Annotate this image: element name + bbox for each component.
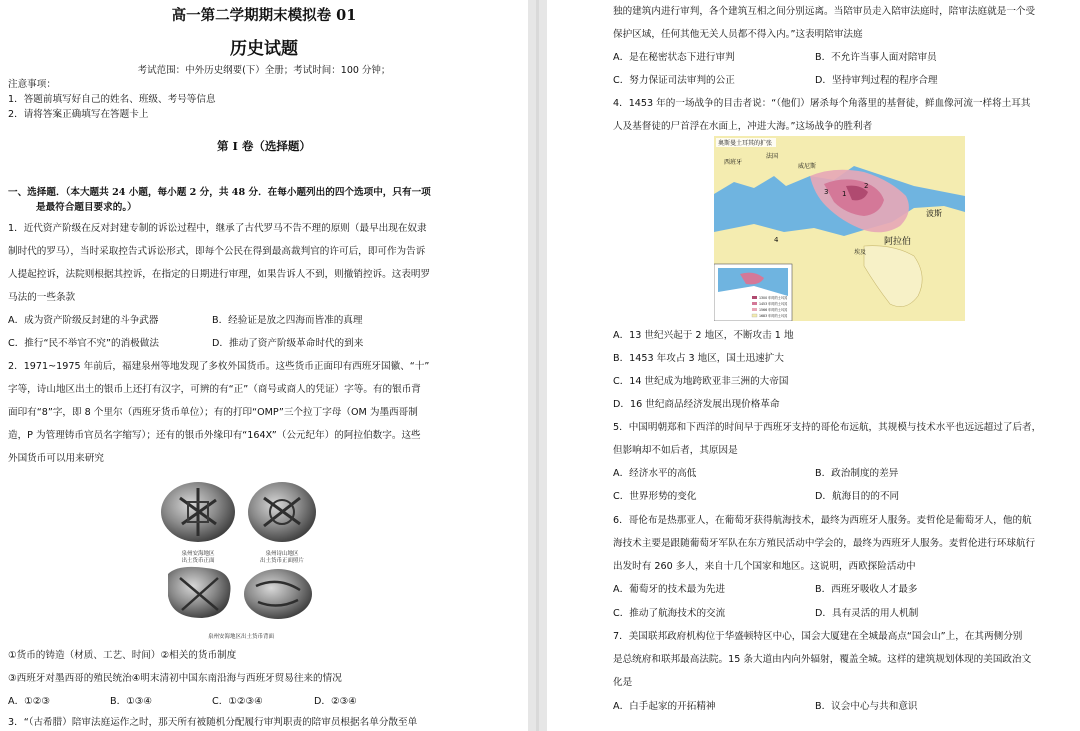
document-page-left (0, 0, 528, 731)
q3-option-b: B．不允许当事人面对陪审员 (815, 52, 937, 63)
q4-option-b: B．1453 年攻占 3 地区，国土迅速扩大 (613, 353, 784, 364)
legend-swatch-1683 (752, 314, 757, 317)
exam-subject: 历史试题 (230, 39, 298, 59)
q5-option-d: D．航海目的的不同 (815, 491, 900, 502)
q1-option-d: D．推动了资产阶级革命时代的到来 (212, 338, 364, 349)
q1-stem-line: 马法的一些条款 (8, 292, 76, 303)
q5-option-b: B．政治制度的差异 (815, 468, 899, 479)
coin-caption: 泉州安海地区 (181, 551, 215, 557)
q2-stem-line: 2．1971~1975 年前后，福建泉州等地发现了多枚外国货币。这些货币正面印有西班牙国徽、“十” (8, 361, 430, 372)
q6-stem-line: 6．哥伦布是热那亚人，在葡萄牙获得航海技术，最终为西班牙人服务。麦哲伦是葡萄牙人，他的航 (613, 515, 1032, 526)
q4-option-c: C．14 世纪成为地跨欧亚非三洲的大帝国 (613, 376, 789, 387)
exam-title: 高一第二学期期末模拟卷 01 (171, 7, 357, 24)
q7-stem-line: 化是 (613, 677, 633, 688)
q6-option-d: D．具有灵活的用人机制 (815, 608, 919, 619)
q4-option-a: A．13 世纪兴起于 2 地区，不断攻击 1 地 (613, 330, 794, 341)
document-page-right (547, 0, 1080, 731)
q2-statement-line: ③西班牙对墨西哥的殖民统治④明末清初中国东南沿海与西班牙贸易往来的情况 (8, 673, 342, 684)
ottoman-expansion-map (714, 136, 965, 321)
q2-option-c: C．①②③④ (212, 696, 263, 707)
q3-option-d: D．坚持审判过程的程序合理 (815, 75, 938, 86)
exam-scope: 考试范围：中外历史纲要(下）全册；考试时间：100 分钟； (137, 65, 391, 76)
q3-stem-line: 保护区域，任何其他无关人员都不得入内。”这表明陪审法庭 (613, 29, 863, 40)
q6-option-b: B．西班牙吸收人才最多 (815, 584, 918, 595)
q2-option-a: A．①②③ (8, 696, 50, 707)
q7-option-a: A．白手起家的开拓精神 (613, 701, 716, 712)
part-heading-cont: 是最符合题目要求的。） (36, 202, 137, 213)
q1-stem-line: 制时代的罗马），当时采取控告式诉讼形式，即每个公民在得到最高裁判官的许可后，即可作为告诉 (8, 246, 426, 257)
note-line: 2．请将答案正确填写在答题卡上 (8, 109, 149, 120)
map-number-2: 2 (864, 182, 869, 190)
legend-swatch-1566 (752, 308, 757, 311)
q5-stem-line: 5．中国明朝郑和下西洋的时间早于西班牙支持的哥伦布远航，其规模与技术水平也远远超过了后者， (613, 422, 1042, 433)
coin-caption: 出土货币正面 (181, 558, 215, 564)
coin-front-shishan (248, 482, 316, 542)
coin-back-anhai (168, 567, 231, 618)
q6-option-c: C．推动了航海技术的交流 (613, 608, 726, 619)
q3-option-c: C．努力保证司法审判的公正 (613, 75, 735, 86)
q7-stem-line: 是总统府和联邦最高法院。15 条大道由内向外辐射，覆盖全城。这样的建筑规划体现的美国政治文 (613, 654, 1032, 665)
legend-swatch-1453 (752, 302, 757, 305)
q4-option-d: D．16 世纪商品经济发展出现价格革命 (613, 399, 780, 410)
q2-option-d: D．②③④ (314, 696, 357, 707)
q5-option-c: C．世界形势的变化 (613, 491, 697, 502)
legend-1683: 1683 年时的土耳其 (759, 314, 788, 318)
coin-back-anhai-2 (244, 569, 312, 619)
legend-1453: 1453 年时的土耳其 (759, 302, 788, 306)
map-title: 奥斯曼土耳其的扩张 (718, 140, 773, 147)
map-number-3: 3 (824, 188, 829, 196)
coins-photo (158, 478, 324, 644)
coin-caption: 泉州诗山地区 (265, 551, 299, 557)
map-label-egypt: 埃及 (854, 249, 867, 256)
section-title: 第 I 卷（选择题） (217, 139, 311, 153)
q2-option-b: B．①③④ (110, 696, 152, 707)
q5-option-a: A．经济水平的高低 (613, 468, 697, 479)
notes-title: 注意事项： (8, 79, 56, 90)
map-label-spain: 西班牙 (724, 159, 743, 166)
coin-caption: 出土货币正面照片 (259, 558, 305, 564)
map-number-4: 4 (774, 236, 779, 244)
legend-swatch-1300 (752, 296, 757, 299)
q6-stem-line: 出发时有 260 多人，来自十几个国家和地区。这说明，西欧探险活动中 (613, 561, 916, 572)
q7-stem-line: 7．美国联邦政府机构位于华盛顿特区中心，国会大厦建在全城最高点“国会山”上，在其两侧分别 (613, 631, 1023, 642)
coin-caption: 泉州安海地区出土货币背面 (207, 634, 275, 640)
q4-stem-line: 人及基督徒的尸首浮在水面上，冲进大海。”这场战争的胜利者 (613, 121, 873, 132)
q1-option-a: A．成为资产阶级反封建的斗争武器 (8, 315, 159, 326)
q3-stem-line: 独的建筑内进行审判，各个建筑互相之间分别远离。当陪审员走入陪审法庭时，陪审法庭就是一个受 (613, 6, 1036, 17)
q2-statement-line: ①货币的铸造（材质、工艺、时间）②相关的货币制度 (8, 650, 237, 661)
map-label-persia: 波斯 (926, 209, 942, 218)
q2-stem-line: 面印有“8”字，即 8 个里尔（西班牙货币单位）；有的打印“OMP”三个拉丁字母（OM 为墨西哥制 (8, 407, 418, 418)
map-number-1: 1 (842, 190, 847, 198)
legend-1300: 1300 年时的土耳其 (759, 296, 788, 300)
q2-stem-line: 字等，诗山地区出土的银币上还打有汉字，可辨的有“正”（商号或商人的凭证）字等。有的银币背 (8, 384, 421, 395)
q1-stem-line: 1．近代资产阶级在反对封建专制的诉讼过程中，继承了古代罗马不告不理的原则（最早出现在奴隶 (8, 223, 427, 234)
q3-stem-line: 3．“（古希腊）陪审法庭运作之时，那天所有被随机分配履行审判职责的陪审员根据名单分散至单 (8, 717, 418, 728)
q1-stem-line: 人提起控诉，法院则根据其控诉，在指定的日期进行审理，如果告诉人不到，则撤销控诉。这表明罗 (8, 269, 431, 280)
q1-option-b: B．经验证是放之四海而皆准的真理 (212, 315, 363, 326)
legend-1566: 1566 年时的土耳其 (759, 308, 788, 312)
q2-stem-line: 外国货币可以用来研究 (8, 453, 104, 464)
map-label-france: 法国 (766, 153, 779, 160)
q3-option-a: A．是在秘密状态下进行审判 (613, 52, 735, 63)
page-gutter (528, 0, 547, 731)
q1-option-c: C．推行“民不举官不究”的消极做法 (8, 338, 159, 349)
q2-stem-line: 造，P 为管理铸币官员名字缩写）；还有的银币外缘印有“164X”（公元纪年）的阿拉伯数字。这些 (8, 430, 421, 441)
coin-front-anhai (161, 482, 235, 542)
q6-option-a: A．葡萄牙的技术最为先进 (613, 584, 726, 595)
part-heading: 一、选择题．（本大题共 24 小题，每小题 2 分，共 48 分．在每小题列出的四个选项中，只有一项 (8, 187, 431, 198)
note-line: 1．答题前填写好自己的姓名、班级、考号等信息 (8, 94, 216, 105)
q7-option-b: B．议会中心与共和意识 (815, 701, 918, 712)
q6-stem-line: 海技术主要是跟随葡萄牙军队在东方殖民活动中学会的，最终为西班牙人服务。麦哲伦进行环球航行 (613, 538, 1036, 549)
map-label-venice: 威尼斯 (798, 163, 817, 170)
q4-stem-line: 4．1453 年的一场战争的目击者说：“（他们）屠杀每个角落里的基督徒，鲜血像河流一样将土耳其 (613, 98, 1031, 109)
q5-stem-line: 但影响却不如后者，其原因是 (613, 445, 738, 456)
map-label-arabia: 阿拉伯 (884, 237, 912, 247)
